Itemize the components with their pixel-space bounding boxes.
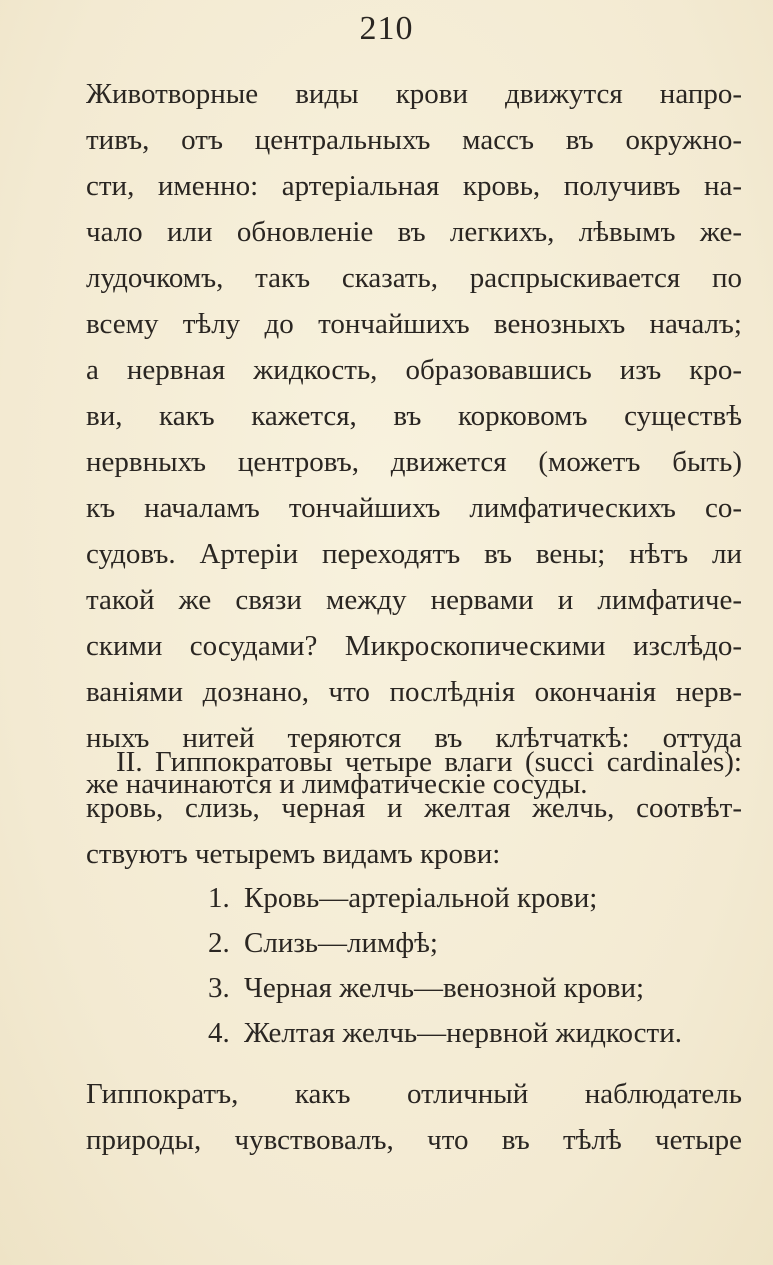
text-line: Гиппократъ, какъ отличный наблюдатель <box>86 1078 742 1110</box>
humors-list <box>208 876 748 1056</box>
text-line: сти, именно: артеріальная кровь, получивъ на- <box>86 170 742 202</box>
text-line: чало или обновленіе въ легкихъ, лѣвымъ же- <box>86 216 742 248</box>
list-item <box>208 876 748 921</box>
text-line: нервныхъ центровъ, движется (можетъ быть) <box>86 446 742 478</box>
list-item <box>208 1011 748 1056</box>
list-text: Кровь—артеріальной крови; <box>244 882 598 914</box>
list-item <box>208 966 748 1011</box>
list-number: 3. <box>208 972 230 1004</box>
text-line: а нервная жидкость, образовавшись изъ кро- <box>86 354 742 386</box>
text-line: природы, чувствовалъ, что въ тѣлѣ четыре <box>86 1124 742 1156</box>
list-number: 4. <box>208 1017 230 1049</box>
list-text: Желтая желчь—нервной жидкости. <box>244 1017 682 1049</box>
text-line: судовъ. Артеріи переходятъ въ вены; нѣтъ ли <box>86 538 742 570</box>
text-line: скими сосудами? Микроскопическими изслѣдо- <box>86 630 742 662</box>
text-line: ваніями дознано, что послѣднія окончанія нерв- <box>86 676 742 708</box>
text-line: лудочкомъ, такъ сказать, распрыскивается по <box>86 262 742 294</box>
text-line: къ началамъ тончайшихъ лимфатическихъ со- <box>86 492 742 524</box>
text-line: тивъ, отъ центральныхъ массъ въ окружно- <box>86 124 742 156</box>
paragraph-3 <box>86 1071 742 1163</box>
text-line: всему тѣлу до тончайшихъ венозныхъ началъ; <box>86 308 742 340</box>
list-text: Слизь—лимфѣ; <box>244 927 438 959</box>
text-line: же начинаются и лимфатическіе сосуды. <box>86 768 588 800</box>
list-number: 2. <box>208 927 230 959</box>
list-text: Черная желчь—венозной крови; <box>244 972 645 1004</box>
text-line: Животворные виды крови движутся напро- <box>86 78 742 110</box>
text-line: такой же связи между нервами и лимфатиче- <box>86 584 742 616</box>
text-line: II. Гиппократовы четыре влаги (succi cardinales): <box>116 746 742 778</box>
list-item <box>208 921 748 966</box>
text-line: ствуютъ четыремъ видамъ крови: <box>86 838 501 870</box>
text-line: ныхъ нитей теряются въ клѣтчаткѣ: оттуда <box>86 722 742 754</box>
text-line: кровь, слизь, черная и желтая желчь, соотвѣт- <box>86 792 742 824</box>
paragraph-2 <box>86 739 742 877</box>
text-line: ви, какъ кажется, въ корковомъ существѣ <box>86 400 742 432</box>
paragraph-1 <box>86 71 742 807</box>
page-number: 210 <box>359 10 414 47</box>
list-number: 1. <box>208 882 230 914</box>
